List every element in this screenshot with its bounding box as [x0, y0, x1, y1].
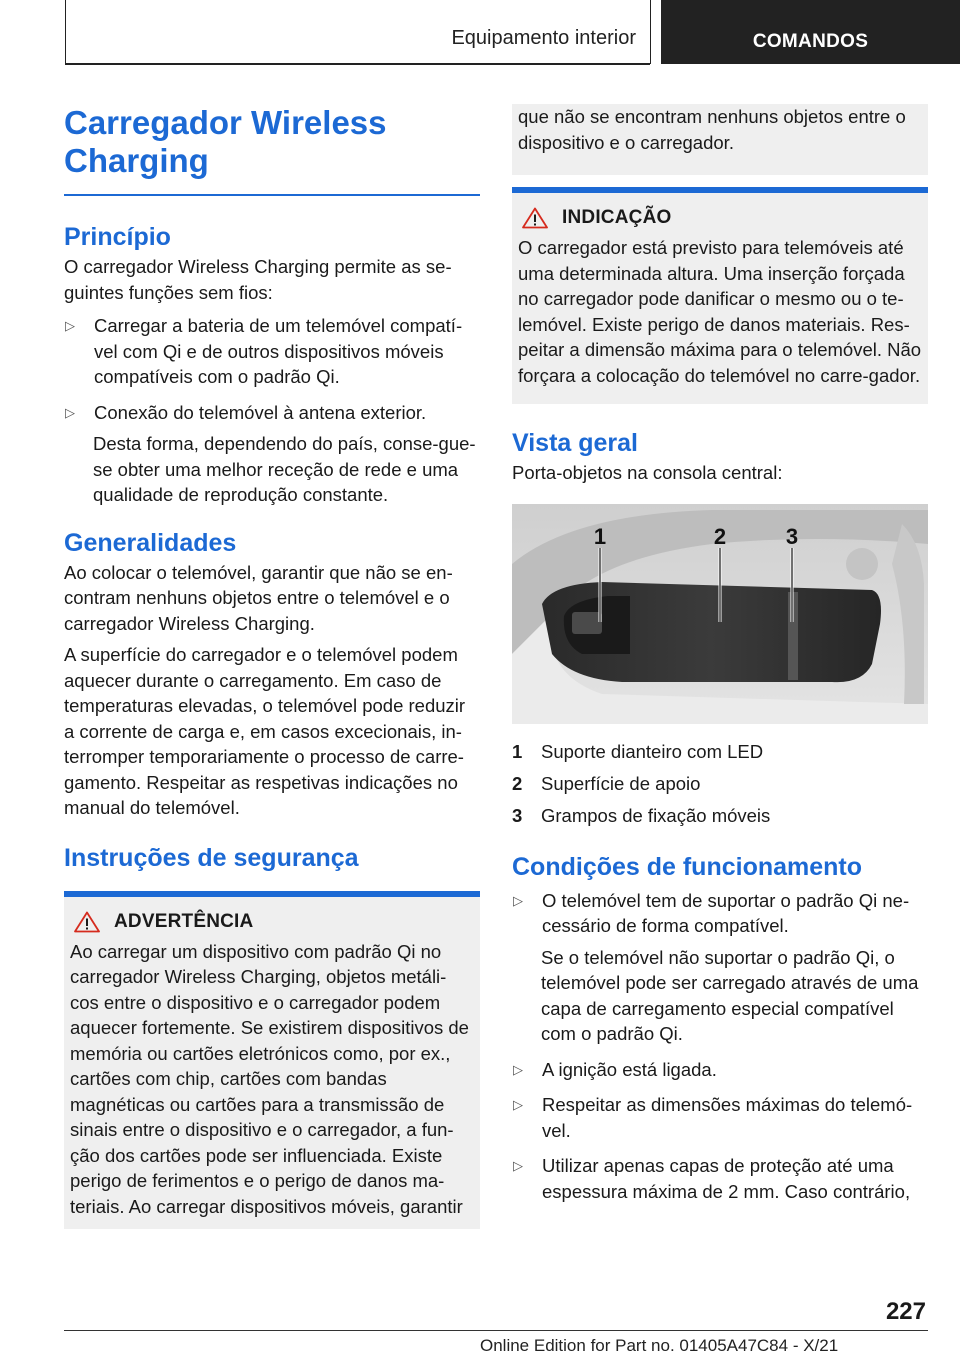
header-separator [650, 0, 651, 64]
triangle-right-outline-icon: ▷ [513, 1097, 523, 1112]
page-number: 227 [885, 1298, 926, 1325]
triangle-right-outline-icon: ▷ [513, 1158, 523, 1173]
legend-list [512, 736, 928, 832]
page-title: Carregador Wireless Charging [64, 104, 387, 179]
legend-item: 1 Suporte dianteiro com LED [512, 740, 764, 762]
triangle-right-outline-icon: ▷ [513, 1061, 523, 1077]
heading-overview: Vista geral [512, 429, 639, 457]
general-paragraph-1: Ao colocar o telemóvel, garantir que não se en-contram nenhuns objetos entre o telemóvel e o carregador Wireless Charging. [64, 561, 453, 634]
warning-triangle-icon [74, 911, 100, 933]
callout-2: 2 [713, 523, 727, 549]
notice-box [512, 187, 928, 404]
header-bottom-rule [65, 63, 650, 65]
warning-text-continued: que não se encontram nenhuns objetos entre o dispositivo e o carregador. [518, 106, 906, 153]
triangle-right-outline-icon: ▷ [513, 892, 523, 908]
console-tray-illustration [512, 504, 928, 724]
warning-text: Ao carregar um dispositivo com padrão Qi no carregador Wireless Charging, objetos metáli-cos entre o dispositivo e o carregador podem aquecer fortemente. Se existirem dispositivos de memória ou cartões eletrónicos como, por ex., cartões com chip, cartões com bandas magnéticas ou cartões para a transmissão de sinais entre o dispositivo e o carregador, a fun-ção dos cartões pode ser influenciada. Existe perigo de ferimentos e o perigo de danos ma-teriais. Ao carregar dispositivos móveis, garantir [70, 940, 469, 1217]
header-left-rule [65, 0, 66, 64]
right-column [512, 104, 928, 1204]
notice-text: O carregador está previsto para telemóveis até uma determinada altura. Uma inserção forçada no carregador pode danificar o mesmo ou o te-lemóvel. Existe perigo de danos materiais. Res-peitar a dimensão máxima para o telemóvel. Não forçara a colocação do telemóvel no carre-gador. [518, 237, 922, 386]
general-paragraph-2: A superfície do carregador e o telemóvel podem aquecer durante o carregamento. Em caso de temperaturas elevadas, o telemóvel pode reduzir a corrente de carga e, em casos excecionais, in-terromper temporariamente o processo de carre-gamento. Respeitar as respetivas indicações no manual do telemóvel. [64, 644, 466, 818]
left-column [64, 104, 480, 1229]
footer-edition: Online Edition for Part no. 01405A47C84 - X/21 [480, 1336, 839, 1355]
conditions-bullet-4: ▷ Utilizar apenas capas de proteção até uma espessura máxima de 2 mm. Caso contrário, [513, 1155, 911, 1202]
warning-box-title: ADVERTÊNCIA [64, 911, 480, 933]
conditions-bullet-2: ▷ A ignição está ligada. [512, 1057, 928, 1083]
triangle-right-outline-icon: ▷ [65, 404, 75, 420]
warning-box [64, 891, 480, 1230]
legend-item: 3 Grampos de fixação móveis [512, 804, 771, 826]
heading-conditions: Condições de funcionamento [512, 852, 863, 881]
conditions-bullet-1: ▷ O telemóvel tem de suportar o padrão Qi ne-cessário de forma compatível. [513, 889, 910, 936]
warning-box-rule [64, 891, 480, 897]
heading-principle: Princípio [64, 223, 171, 251]
principle-bullet-2: ▷ Conexão do telemóvel à antena exterior. [64, 400, 480, 426]
footer-rule [64, 1330, 928, 1331]
legend-item: 2 Superfície de apoio [512, 772, 701, 794]
header-chapter-tab: COMANDOS [661, 0, 960, 64]
principle-bullet-1: ▷ Carregar a bateria de um telemóvel compatí-vel com Qi e de outros dispositivos móveis compatíveis com o padrão Qi. [65, 315, 463, 387]
callout-3: 3 [785, 523, 799, 549]
heading-general: Generalidades [64, 528, 237, 557]
overview-intro: Porta-objetos na consola central: [512, 462, 783, 483]
principle-bullet-2-followup: Desta forma, dependendo do país, conse-gue-se obter uma melhor receção de rede e uma qualidade de reprodução constante. [93, 433, 476, 505]
notice-box-rule [512, 187, 928, 193]
conditions-bullet-3: ▷ Respeitar as dimensões máximas do telemó-vel. [513, 1094, 913, 1141]
callout-1: 1 [593, 523, 607, 549]
header-section-title: Equipamento interior [451, 27, 636, 49]
title-underline [64, 194, 480, 196]
conditions-bullet-1-followup: Se o telemóvel não suportar o padrão Qi, o telemóvel pode ser carregado através de uma capa de carregamento especial compatível com o padrão Qi. [541, 946, 919, 1044]
notice-box-title: INDICAÇÃO [512, 207, 928, 229]
warning-triangle-icon [522, 207, 548, 229]
triangle-right-outline-icon: ▷ [65, 318, 75, 333]
principle-intro: O carregador Wireless Charging permite as se-guintes funções sem fios: [64, 256, 452, 303]
heading-safety: Instruções de segurança [64, 843, 359, 872]
warning-box-continued [512, 104, 928, 175]
